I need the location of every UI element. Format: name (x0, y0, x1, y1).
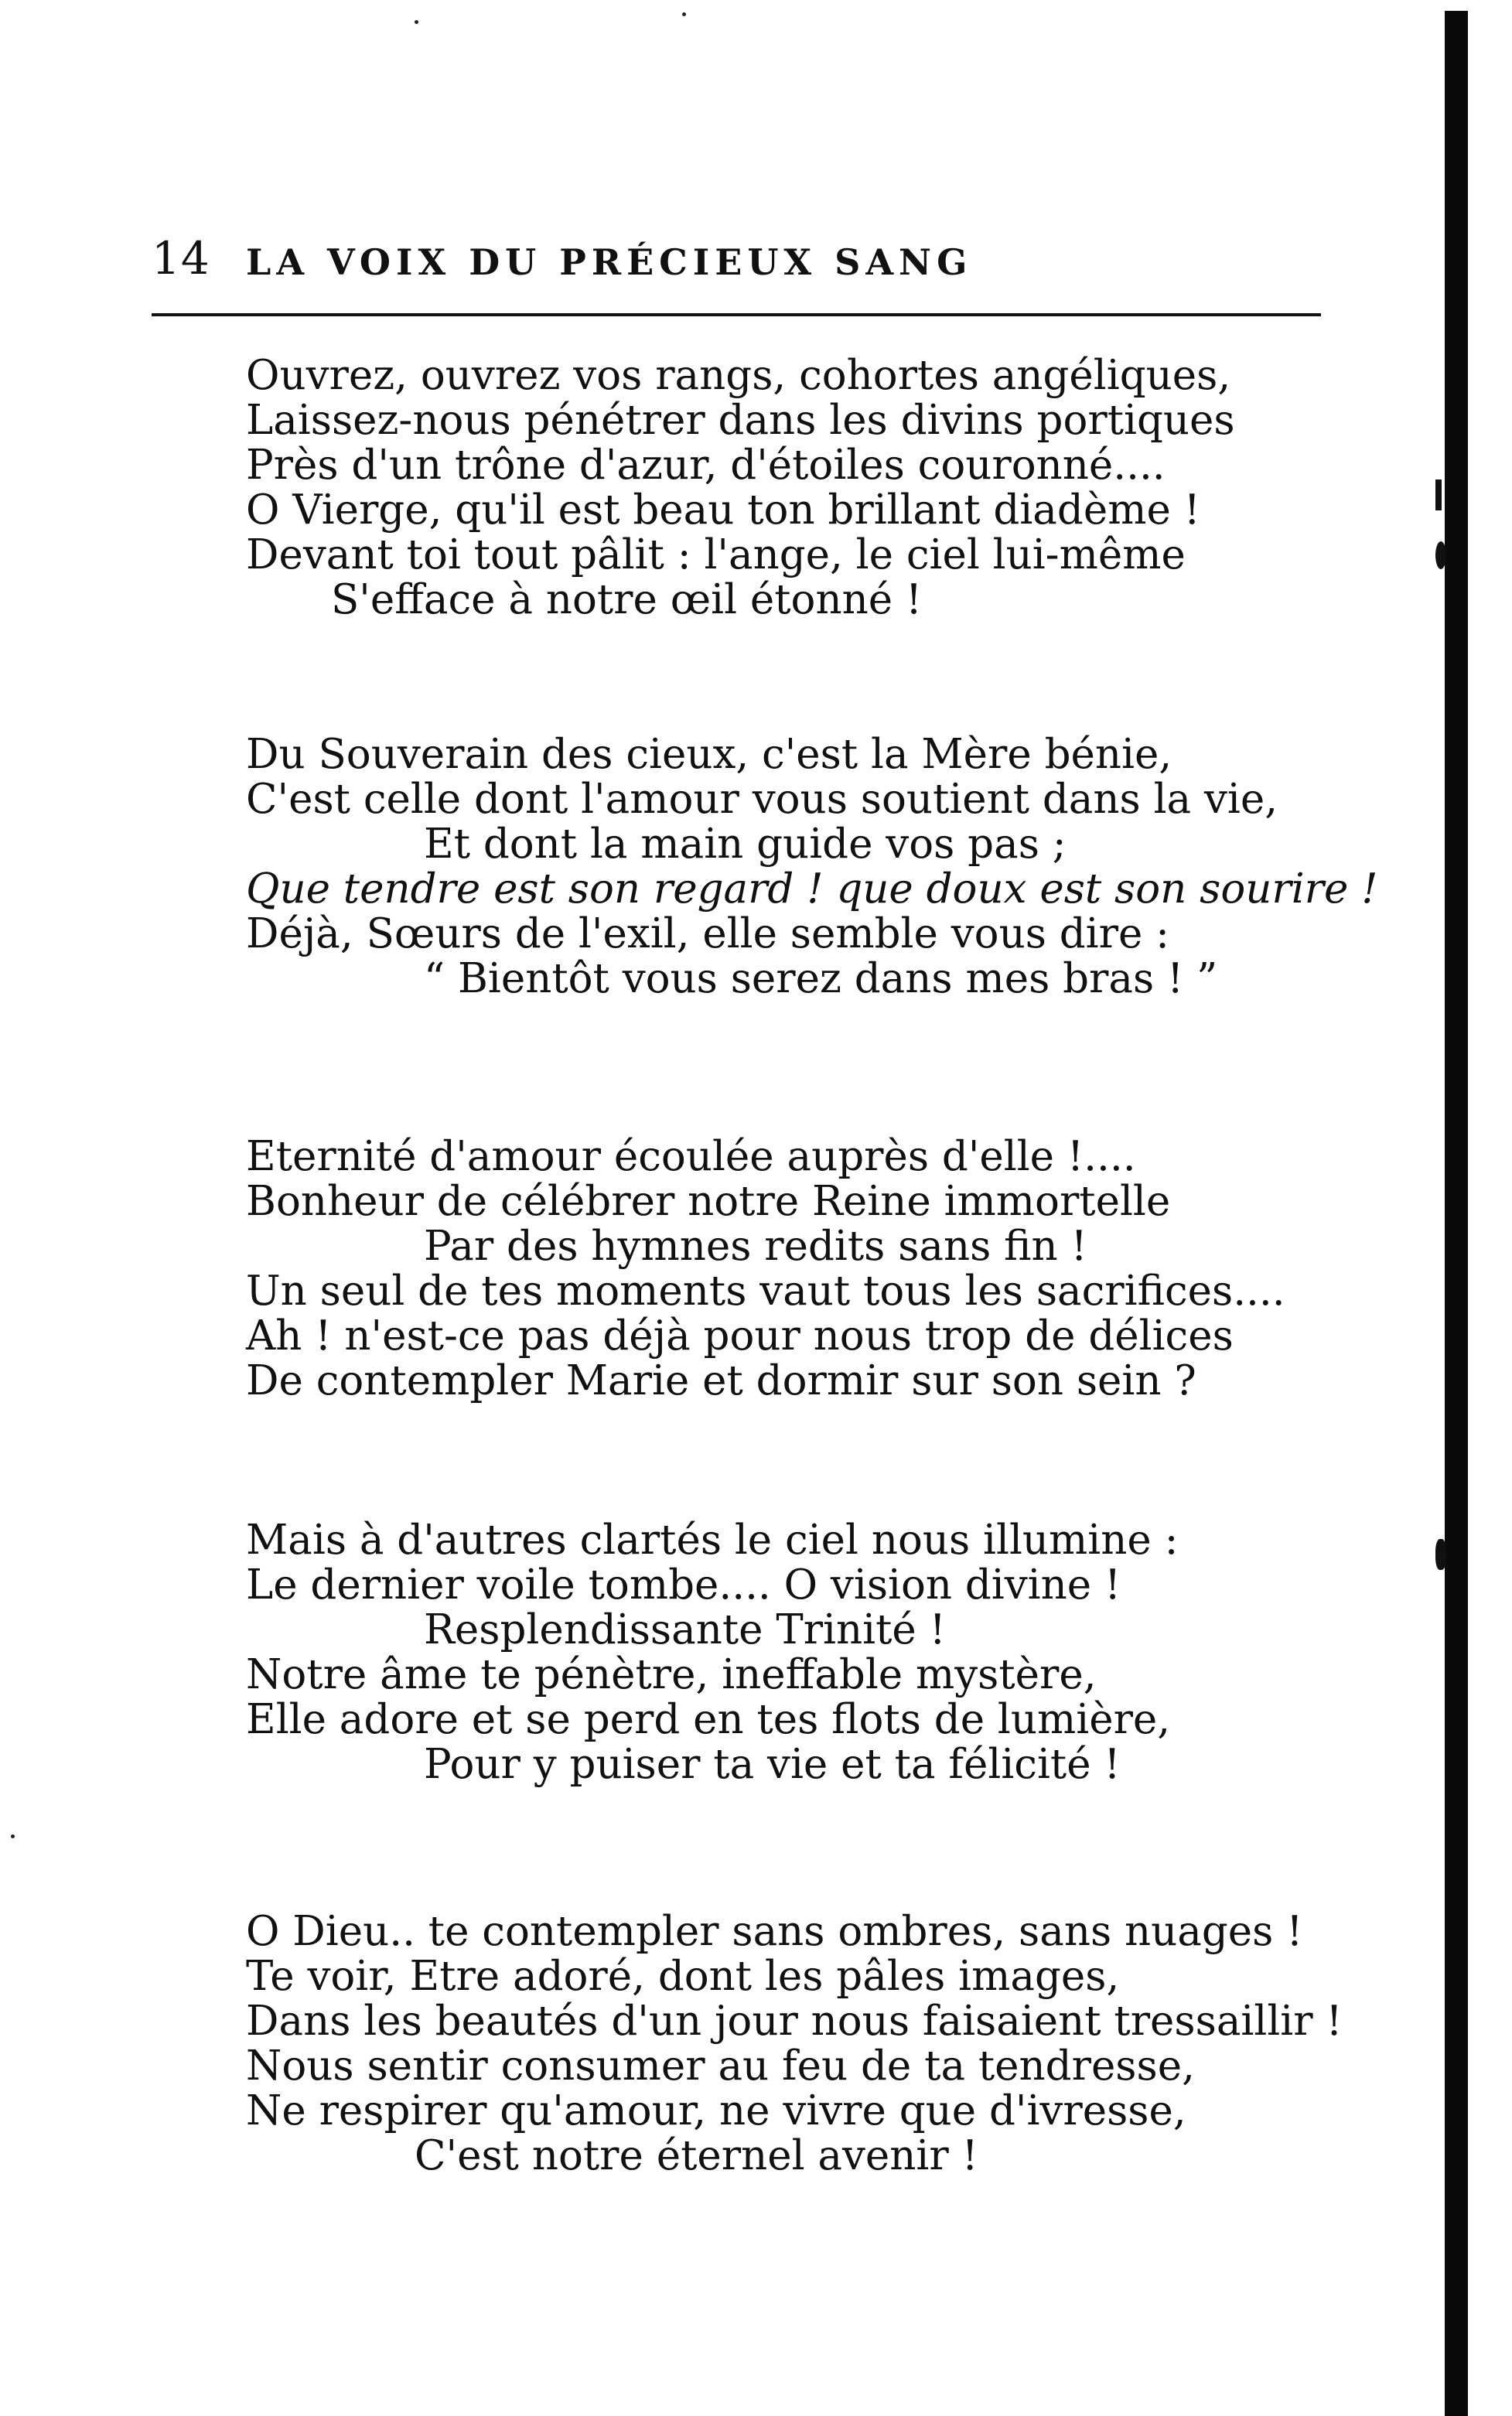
verse-line: Notre âme te pénètre, ineffable mystère, (246, 1651, 1097, 1698)
verse-line: Pour y puiser ta vie et ta félicité ! (424, 1741, 1121, 1788)
verse-line: Dans les beautés d'un jour nous faisaient tressaillir ! (246, 1998, 1343, 2045)
verse-line: Te voir, Etre adoré, dont les pâles images, (246, 1953, 1120, 2000)
verse-line: Elle adore et se perd en tes flots de lumière, (246, 1696, 1171, 1743)
verse-line: Du Souverain des cieux, c'est la Mère bénie, (246, 731, 1172, 778)
verse-line: C'est celle dont l'amour vous soutient dans la vie, (246, 776, 1278, 823)
page-edge-bar (1445, 11, 1468, 2416)
verse-line: De contempler Marie et dormir sur son sein ? (246, 1357, 1196, 1404)
verse-line: Resplendissante Trinité ! (424, 1606, 946, 1653)
verse-line: Près d'un trône d'azur, d'étoiles couronné.... (246, 442, 1166, 489)
verse-line: Déjà, Sœurs de l'exil, elle semble vous dire : (246, 910, 1170, 957)
verse-line: C'est notre éternel avenir ! (415, 2132, 978, 2179)
verse-line: Ne respirer qu'amour, ne vivre que d'ivresse, (246, 2087, 1186, 2134)
verse-line: Par des hymnes redits sans fin ! (424, 1223, 1087, 1270)
verse-line: S'efface à notre œil étonné ! (331, 576, 923, 623)
verse-line: Ah ! n'est-ce pas déjà pour nous trop de délices (246, 1312, 1234, 1360)
running-title: LA VOIX DU PRÉCIEUX SANG (246, 241, 973, 283)
verse-line: O Vierge, qu'il est beau ton brillant diadème ! (246, 486, 1200, 534)
verse-line: Nous sentir consumer au feu de ta tendresse, (246, 2042, 1195, 2090)
verse-line: Mais à d'autres clartés le ciel nous illumine : (246, 1517, 1179, 1564)
header-rule (152, 313, 1321, 316)
verse-line: O Dieu.. te contempler sans ombres, sans nuages ! (246, 1908, 1303, 1955)
paper-speck (415, 20, 418, 24)
verse-line: “ Bientôt vous serez dans mes bras ! ” (424, 955, 1218, 1002)
verse-line: Eternité d'amour écoulée auprès d'elle !.... (246, 1133, 1136, 1180)
verse-line: Devant toi tout pâlit : l'ange, le ciel lui-même (246, 531, 1186, 578)
verse-line: Le dernier voile tombe.... O vision divine ! (246, 1561, 1121, 1609)
verse-line: Et dont la main guide vos pas ; (424, 821, 1067, 868)
edge-mark (1435, 541, 1446, 569)
page-number: 14 (152, 232, 210, 285)
verse-line: Un seul de tes moments vaut tous les sacrifices.... (246, 1268, 1285, 1315)
paper-speck (682, 12, 686, 16)
verse-line: Laissez-nous pénétrer dans les divins portiques (246, 397, 1235, 444)
verse-line: Que tendre est son regard ! que doux est son sourire ! (246, 865, 1378, 913)
edge-mark (1435, 479, 1442, 510)
edge-mark (1435, 1539, 1446, 1570)
paper-speck (11, 1834, 15, 1838)
verse-line: Bonheur de célébrer notre Reine immortelle (246, 1178, 1171, 1225)
verse-line: Ouvrez, ouvrez vos rangs, cohortes angéliques, (246, 352, 1231, 399)
